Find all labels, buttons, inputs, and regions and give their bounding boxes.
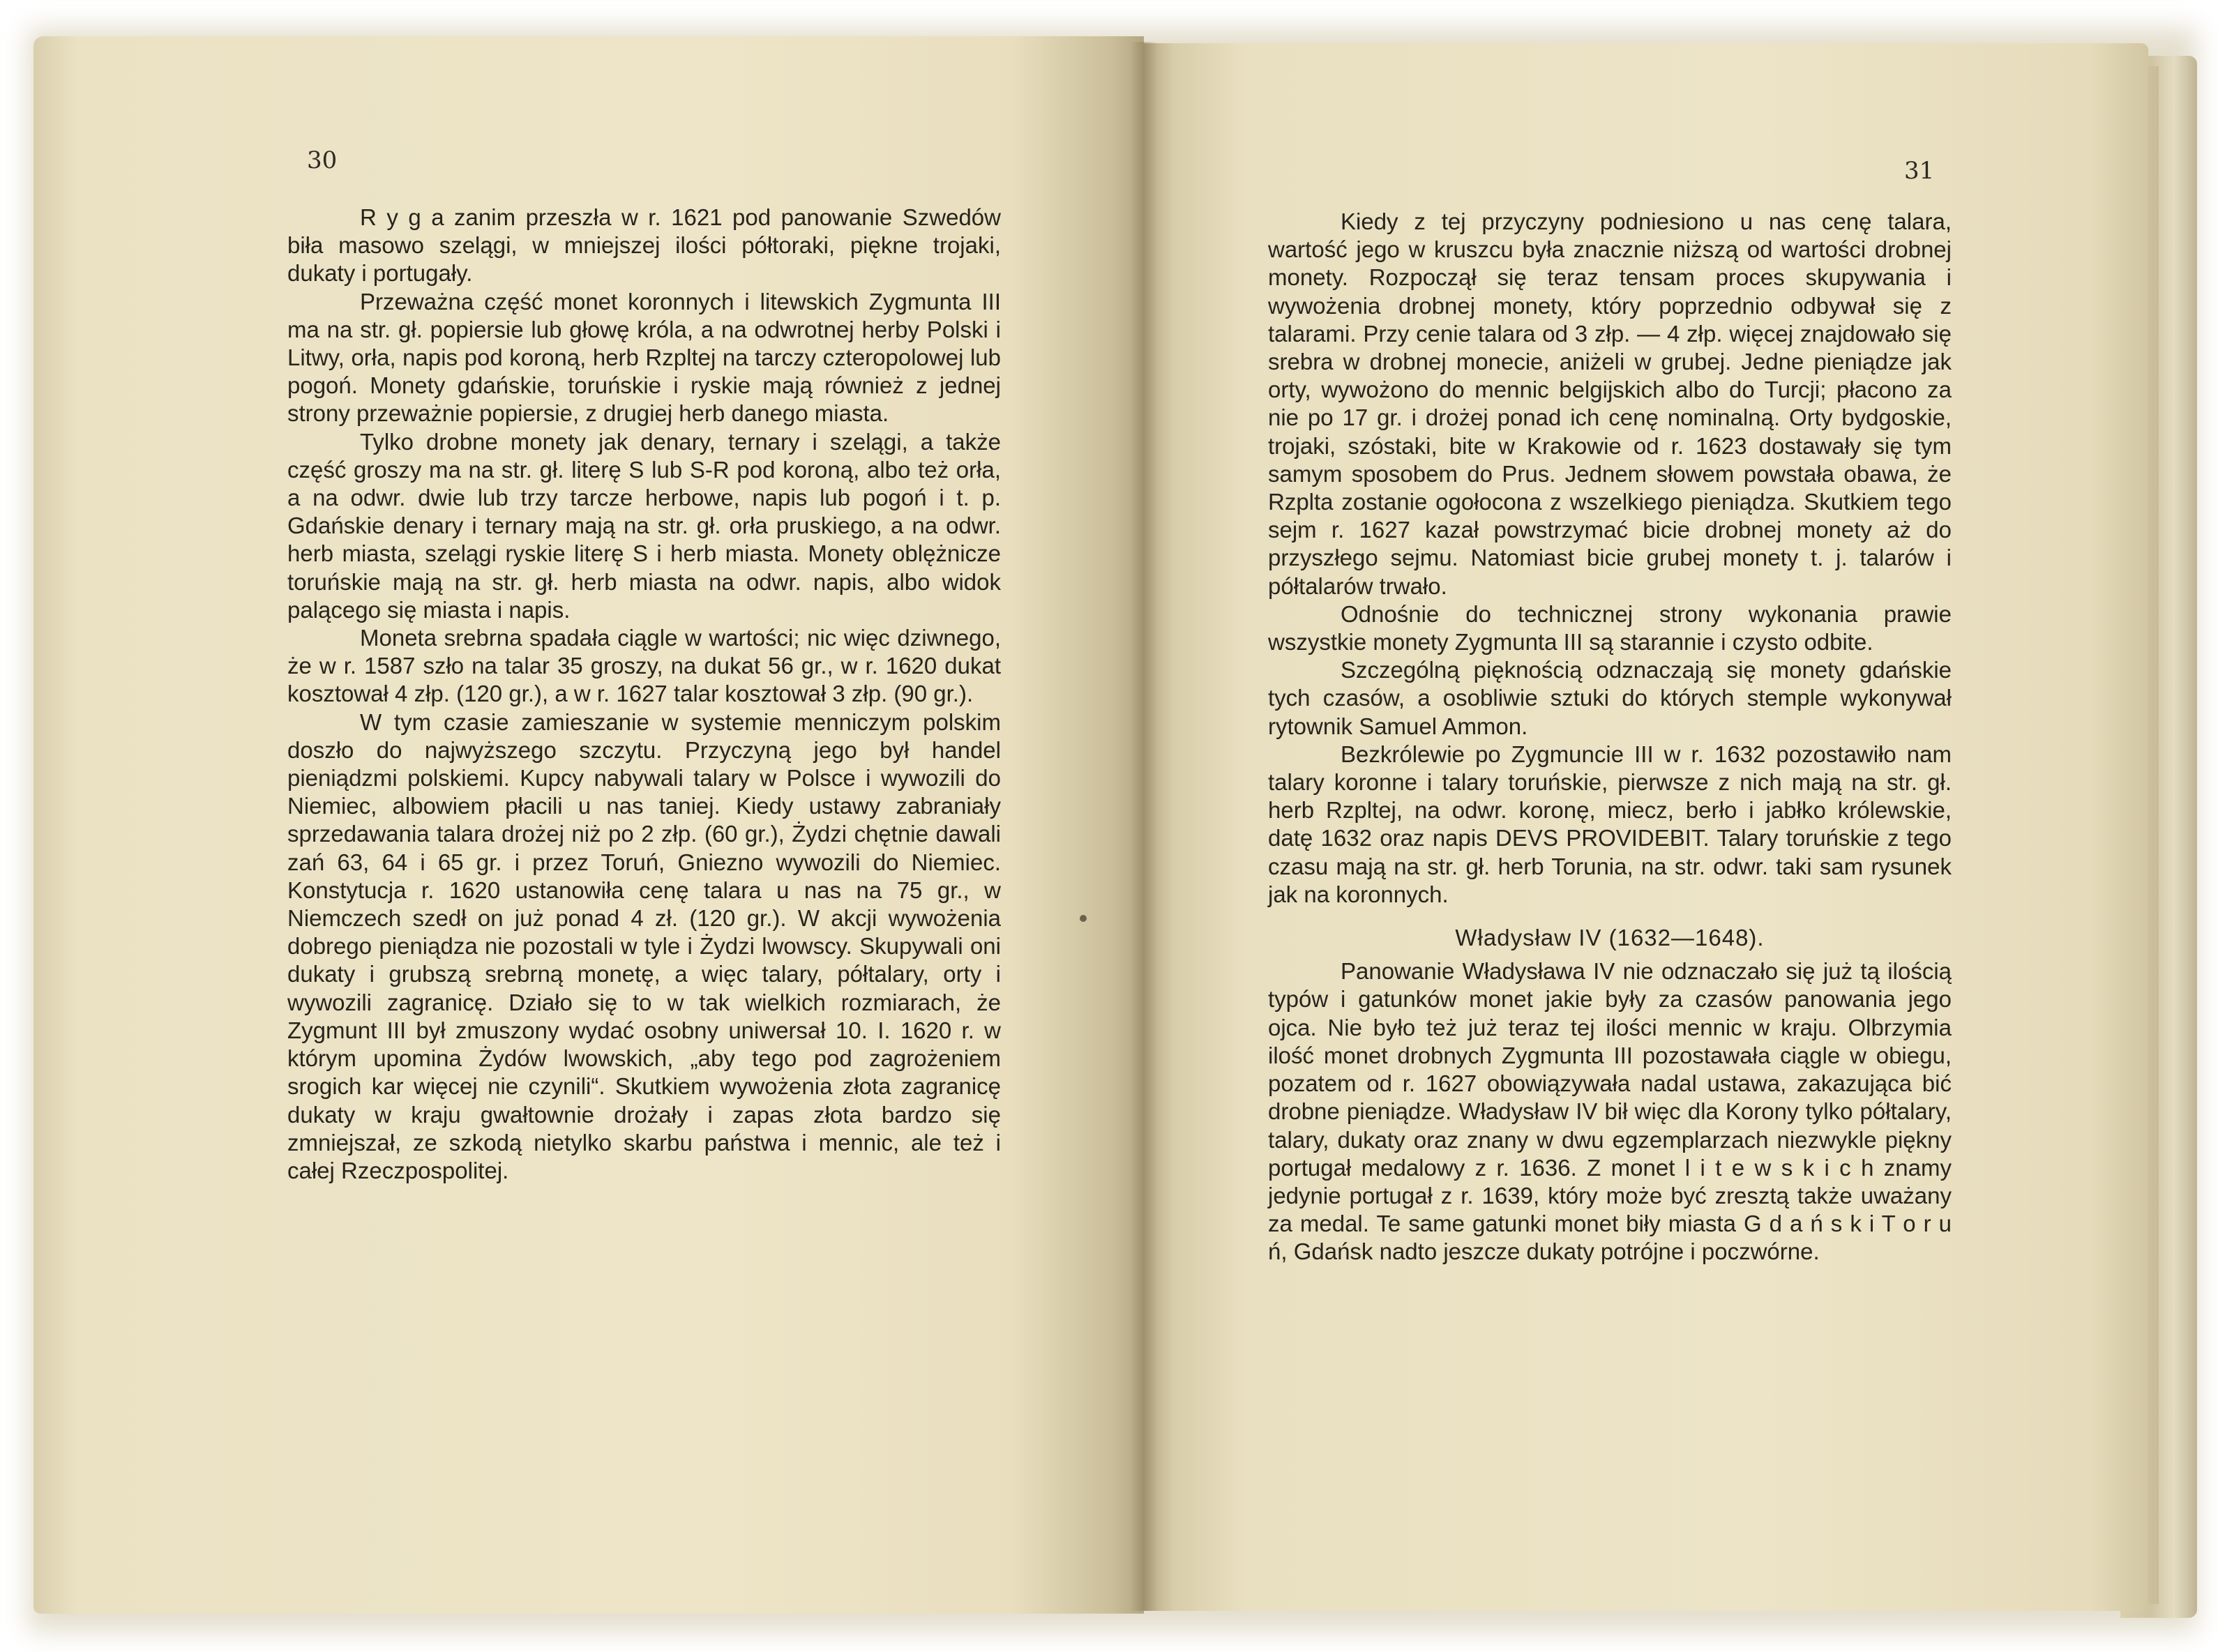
paragraph: Moneta srebrna spadała ciągle w wartości; nic więc dziwnego, że w r. 1587 szło na talar 35 groszy, na dukat 56 gr., w r. 1620 dukat kosztował 4 złp. (120 gr.), a w r. 1627 talar kosztował 3 złp. (90 gr.). [287,625,1001,707]
ink-dot [1080,915,1087,922]
paragraph: Odnośnie do technicznej strony wykonania prawie wszystkie monety Zygmunta III są starannie i czysto odbite. [1268,600,1952,656]
page-number-right: 31 [1904,157,1935,185]
paragraph: R y g a zanim przeszła w r. 1621 pod panowanie Szwedów biła masowo szelągi, w mniejszej ilości półtoraki, piękne trojaki, dukaty i portugały. [287,204,1001,287]
book-gutter [1130,42,1158,1611]
paragraph: Przeważna część monet koronnych i litewskich Zygmunta III ma na str. gł. popiersie lub głowę króla, a na odwrotnej herby Polski i Litwy, orła, napis pod koroną, herb Rzpltej na tarczy czteropolowej lub pogoń. Monety gdańskie, toruńskie i ryskie mają również z jednej strony przeważnie popiersie, z drugiej herb danego miasta. [287,288,1001,427]
paragraph: Panowanie Władysława IV nie odznaczało się już tą ilością typów i gatunków monet jakie były za czasów panowania jego ojca. Nie było też już teraz tej ilości mennic w kraju. Olbrzymia ilość monet drobnych Zygmunta III pozostawała ciągle w obiegu, pozatem od r. 1627 obowiązywała nadal ustawa, zakazująca bić drobne pieniądze. Władysław IV bił więc dla Korony tylko półtalary, talary, dukaty oraz znany w dwu egzemplarzach niezwykle piękny portugał medalowy z r. 1636. Z monet l i t e w s k i c h znamy jedynie portugał z r. 1639, który może być zresztą także uważany za medal. Te same gatunki monet biły miasta G d a ń s k i T o r u ń, Gdańsk nadto jeszcze dukaty potrójne i poczwórne. [1268,958,1952,1265]
paragraph: W tym czasie zamieszanie w systemie menniczym polskim doszło do najwyższego szczytu. Przyczyną jego był handel pieniądzmi polskiemi. Kupcy nabywali talary w Polsce i wywozili do Niemiec, albowiem płacili u nas taniej. Kiedy ustawy zabraniały sprzedawania talara drożej niż po 2 złp. (60 gr.), Żydzi chętnie dawali zań 63, 64 i 65 gr. i przez Toruń, Gniezno wywozili do Niemiec. Konstytucja r. 1620 ustanowiła cenę talara u nas na 75 gr., w Niemczech szedł on już ponad 4 zł. (120 gr.). W akcji wywożenia dobrego pieniądza nie pozostali w tyle i Żydzi lwowscy. Skupywali oni dukaty i grubszą srebrną monetę, a więc talary, półtalary, orty i wywozili zagranicę. Działo się to w tak wielkich rozmiarach, że Zygmunt III był zmuszony wydać osobny uniwersał 10. I. 1620 r. w którym upomina Żydów lwowskich, „aby tego pod zagrożeniem srogich kar więcej nie czynili“. Skutkiem wywożenia złota zagranicę dukaty w kraju gwałtownie drożały i zapas złota bardzo się zmniejszał, ze szkodą nietylko skarbu państwa i mennic, ale też i całej Rzeczpospolitej. [287,708,1001,1183]
right-page-text [1268,208,1952,1266]
paragraph: Tylko drobne monety jak denary, ternary i szelągi, a także część groszy ma na str. gł. literę S lub S-R pod koroną, albo też orła, a na odwr. dwie lub trzy tarcze herbowe, napis lub pogoń i t. p. Gdańskie denary i ternary mają na str. gł. orła pruskiego, a na odwr. herb miasta, szelągi ryskie literę S i herb miasta. Monety oblężnicze toruńskie mają na str. gł. herb miasta na odwr. napis, albo widok palącego się miasta i napis. [287,428,1001,623]
page-number-left: 30 [307,146,338,174]
section-heading: Władysław IV (1632—1648). [1455,925,1765,951]
paragraph: Bezkrólewie po Zygmuncie III w r. 1632 pozostawiło nam talary koronne i talary toruńskie, pierwsze z nich mają na str. gł. herb Rzpltej, na odwr. koronę, miecz, berło i jabłko królewskie, datę 1632 oraz napis DEVS PROVIDEBIT. Talary toruńskie z tego czasu mają na str. gł. herb Torunia, na str. odwr. taki sam rysunek jak na koronnych. [1268,741,1952,907]
paragraph: Szczególną pięknością odznaczają się monety gdańskie tych czasów, a osobliwie sztuki do których stemple wykonywał rytownik Samuel Ammon. [1268,657,1952,739]
paragraph: Kiedy z tej przyczyny podniesiono u nas cenę talara, wartość jego w kruszcu była znacznie niższą od wartości drobnej monety. Rozpoczął się teraz tensam proces skupywania i wywożenia drobnej monety, który poprzednio odbywał się z talarami. Przy cenie talara od 3 złp. — 4 złp. więcej znajdowało się srebra w drobnej monecie, aniżeli w grubej. Jedne pieniądze jak orty, wywożono do mennic belgijskich albo do Turcji; płacono za nie po 17 gr. i drożej ponad ich cenę nominalną. Orty bydgoskie, trojaki, szóstaki, bite w Krakowie od r. 1623 dostawały się tym samym sposobem do Prus. Jednem słowem powstała obawa, że Rzplta zostanie ogołocona z wszelkiego pieniądza. Skutkiem tego sejm r. 1627 kazał powstrzymać bicie drobnej monety aż do przyszłego sejmu. Natomiast bicie grubej monety t. j. talarów i półtalarów trwało. [1268,209,1952,599]
left-page-text [287,204,1001,1185]
